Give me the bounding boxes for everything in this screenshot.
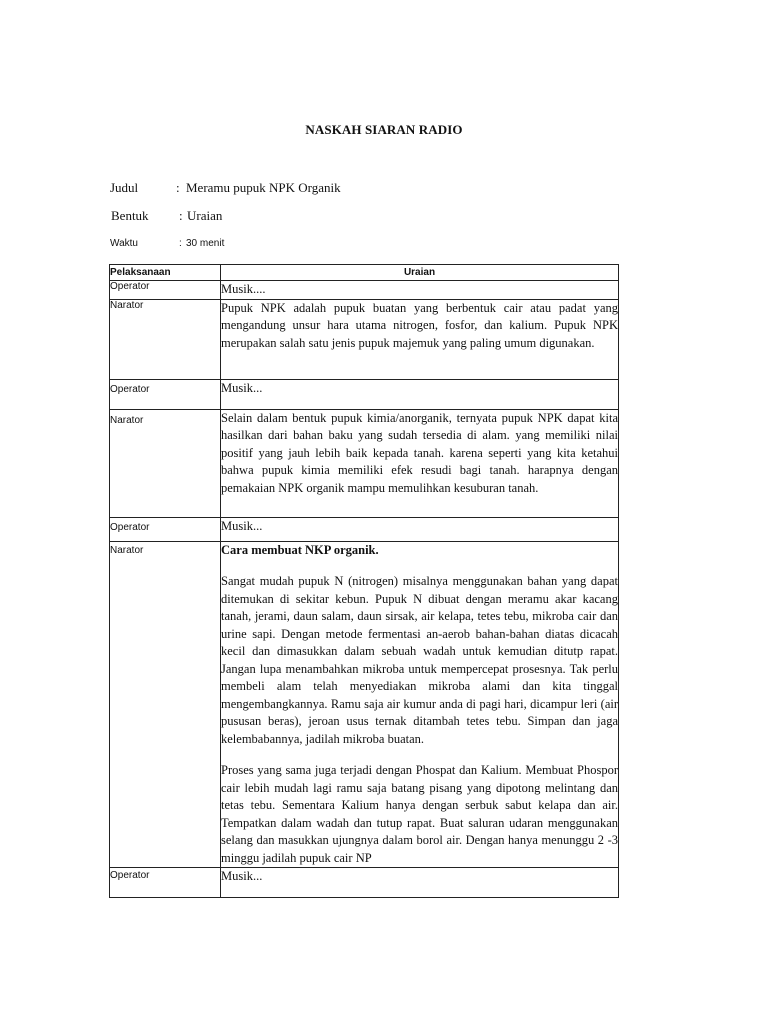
judul-label: Judul [110, 180, 139, 195]
header-uraian: Uraian [221, 265, 619, 281]
section-heading: Cara membuat NKP organik. [221, 542, 379, 557]
row-text [221, 541, 619, 868]
table-row [110, 541, 619, 868]
table-header-row [110, 265, 619, 281]
row-text: Musik... [221, 868, 619, 898]
row-text: Musik... [221, 517, 619, 541]
row-text: Pupuk NPK adalah pupuk buatan yang berbentuk cair atau padat yang mengandung unsur hara utama nitrogen, fosfor, dan kalium. Pupuk NPK merupakan salah satu jenis pupuk majemuk yang paling umum digunakan. [221, 299, 619, 379]
header-pelaksanaan: Pelaksanaan [110, 265, 221, 281]
table-row [110, 868, 619, 898]
table-row [110, 409, 619, 517]
bentuk-label: Bentuk [111, 208, 149, 223]
row-role: Operator [110, 517, 221, 541]
page-title: NASKAH SIARAN RADIO [305, 122, 463, 137]
waktu-label: Waktu [110, 238, 138, 249]
row-text: Musik.... [221, 281, 619, 300]
paragraph: Proses yang sama juga terjadi dengan Phospat dan Kalium. Membuat Phospor cair lebih mudah lagi ramu saja batang pisang yang dipotong melintang dan tetas tebu. Sementara Kalium hanya dengan serbuk sabut kelapa dan air. Tempatkan dalam wadah dan tutup rapat. Buat saluran udaran menggunakan selang dan masukkan ujungnya dalam borol air. Dengan hanya menunggu 2 -3 minggu jadilah pupuk cair NP [221, 763, 618, 865]
meta-bentuk [111, 208, 222, 224]
meta-waktu [110, 238, 224, 249]
table-row [110, 281, 619, 300]
judul-colon: : [176, 180, 180, 195]
table-row [110, 299, 619, 379]
row-role: Operator [110, 868, 221, 898]
bentuk-colon: : [179, 208, 183, 223]
row-role: Operator [110, 379, 221, 409]
waktu-value: 30 menit [186, 238, 225, 249]
bentuk-value: Uraian [187, 208, 223, 223]
paragraph: Sangat mudah pupuk N (nitrogen) misalnya menggunakan bahan yang dapat ditemukan di sekitar kebun. Pupuk N dibuat dengan meramu akar kacang tanah, jerami, daun salam, daun sirsak, air kelapa, tetes tebu, mikroba cair dan urine sapi. Dengan metode fermentasi an-aerob bahan-bahan diatas dicacah kecil dan dimasukkan dalam sebuah wadah untuk kemudian ditutp rapat. Jangan lupa menambahkan mikroba untuk mempercepat prosesnya. Tak perlu membeli alam telah menyediakan mikroba alami dan kita tinggal mengembangkannya. Ramu saja air kumur anda di pagi hari, dicampur leri (air pususan beras), jeroan usus ternak ditambah tetes tebu. Simpan dan jaga kelembabannya, jadilah mikroba buatan. [221, 574, 618, 746]
meta-judul [110, 180, 341, 196]
script-table [109, 264, 619, 898]
row-role: Operator [110, 281, 221, 300]
waktu-colon: : [179, 238, 182, 249]
judul-value: Meramu pupuk NPK Organik [186, 180, 341, 195]
row-role: Narator [110, 299, 221, 379]
row-role: Narator [110, 409, 221, 517]
row-text: Musik... [221, 379, 619, 409]
table-row [110, 517, 619, 541]
row-text: Selain dalam bentuk pupuk kimia/anorganik, ternyata pupuk NPK dapat kita hasilkan dari bahan baku yang sudah tersedia di alam. yang memiliki nilai positif yang jauh lebih baik kepada tanah. karena seperti yang kita ketahui bahwa pupuk kimia memiliki efek resudi bagi tanah. harapnya dengan pemakaian NPK organik mampu memulihkan kesuburan tanah. [221, 409, 619, 517]
table-row [110, 379, 619, 409]
row-role: Narator [110, 541, 221, 868]
